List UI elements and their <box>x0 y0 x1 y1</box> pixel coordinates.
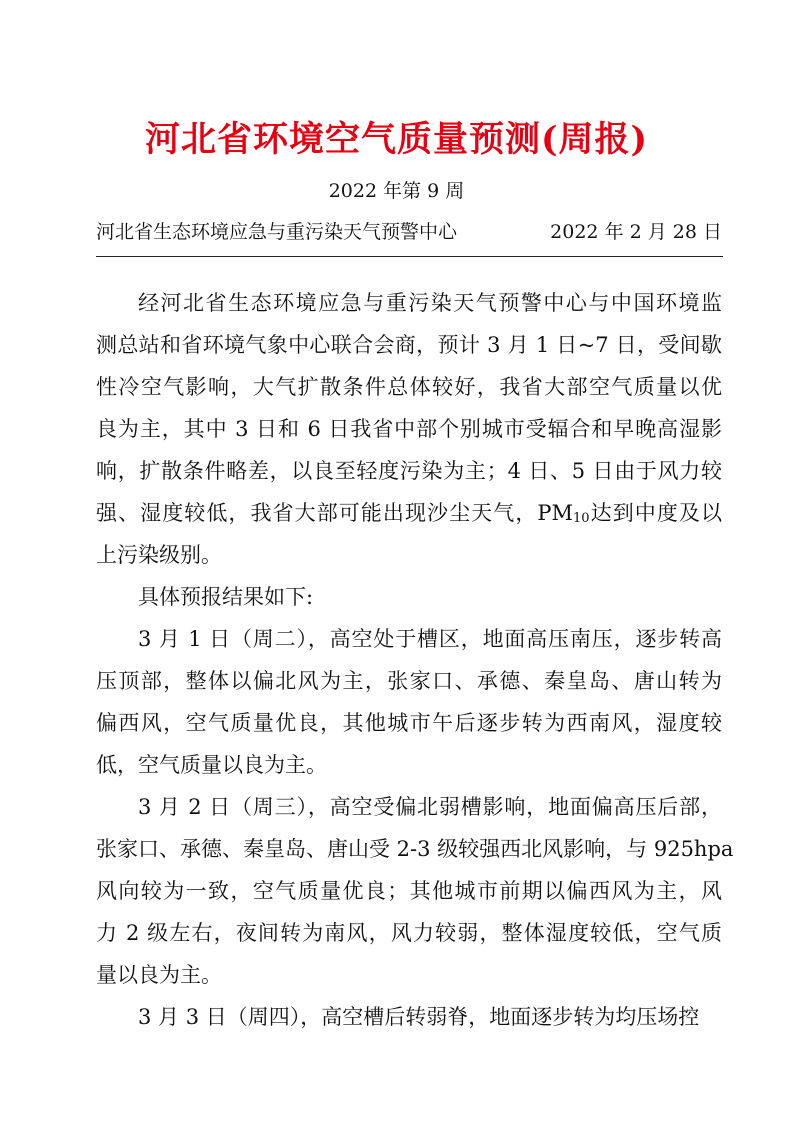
paragraph-line: 力 2 级左右，夜间转为南风，风力较弱，整体湿度较低，空气质 <box>96 921 722 945</box>
text-segment: 强、湿度较低，我省大部可能出现沙尘天气，PM <box>96 501 574 525</box>
paragraph-line: 性冷空气影响，大气扩散条件总体较好，我省大部空气质量以优 <box>96 375 722 399</box>
paragraph-line: 偏西风，空气质量优良，其他城市午后逐步转为西南风，湿度较 <box>96 711 722 735</box>
paragraph-line: 具体预报结果如下: <box>138 585 314 609</box>
paragraph-line: 良为主，其中 3 日和 6 日我省中部个别城市受辐合和早晚高湿影 <box>96 417 722 441</box>
paragraph-line: 张家口、承德、秦皇岛、唐山受 2-3 级较强西北风影响，与 925hpa <box>96 837 734 861</box>
paragraph-line: 量以良为主。 <box>96 963 222 987</box>
paragraph-line: 上污染级别。 <box>96 543 222 567</box>
paragraph-line: 低，空气质量以良为主。 <box>96 753 327 777</box>
paragraph-line: 响，扩散条件略差，以良至轻度污染为主；4 日、5 日由于风力较 <box>96 459 722 483</box>
paragraph-line: 3 月 2 日（周三），高空受偏北弱槽影响，地面偏高压后部， <box>138 795 722 819</box>
paragraph-line: 压顶部，整体以偏北风为主，张家口、承德、秦皇岛、唐山转为 <box>96 669 722 693</box>
paragraph-line: 3 月 3 日（周四），高空槽后转弱脊，地面逐步转为均压场控 <box>138 1005 700 1029</box>
paragraph-line: 测总站和省环境气象中心联合会商，预计 3 月 1 日~7 日，受间歇 <box>96 333 722 357</box>
paragraph-line: 3 月 1 日（周二），高空处于槽区，地面高压南压，逐步转高 <box>138 627 722 651</box>
report-title: 河北省环境空气质量预测(周报) <box>144 119 649 160</box>
paragraph-line: 风向较为一致，空气质量优良；其他城市前期以偏西风为主，风 <box>96 879 722 903</box>
header-divider <box>96 256 723 257</box>
issuer-line <box>96 217 722 244</box>
issue-date: 2022 年 2 月 28 日 <box>550 221 722 243</box>
report-body <box>96 285 734 1041</box>
paragraph-line: 经河北省生态环境应急与重污染天气预警中心与中国环境监 <box>138 291 722 315</box>
paragraph-line <box>96 495 722 537</box>
report-week: 2022 年第 9 周 <box>328 180 465 202</box>
issuer-name: 河北省生态环境应急与重污染天气预警中心 <box>96 221 458 243</box>
subscript: 10 <box>573 511 590 526</box>
text-segment: 达到中度及以 <box>589 501 722 525</box>
